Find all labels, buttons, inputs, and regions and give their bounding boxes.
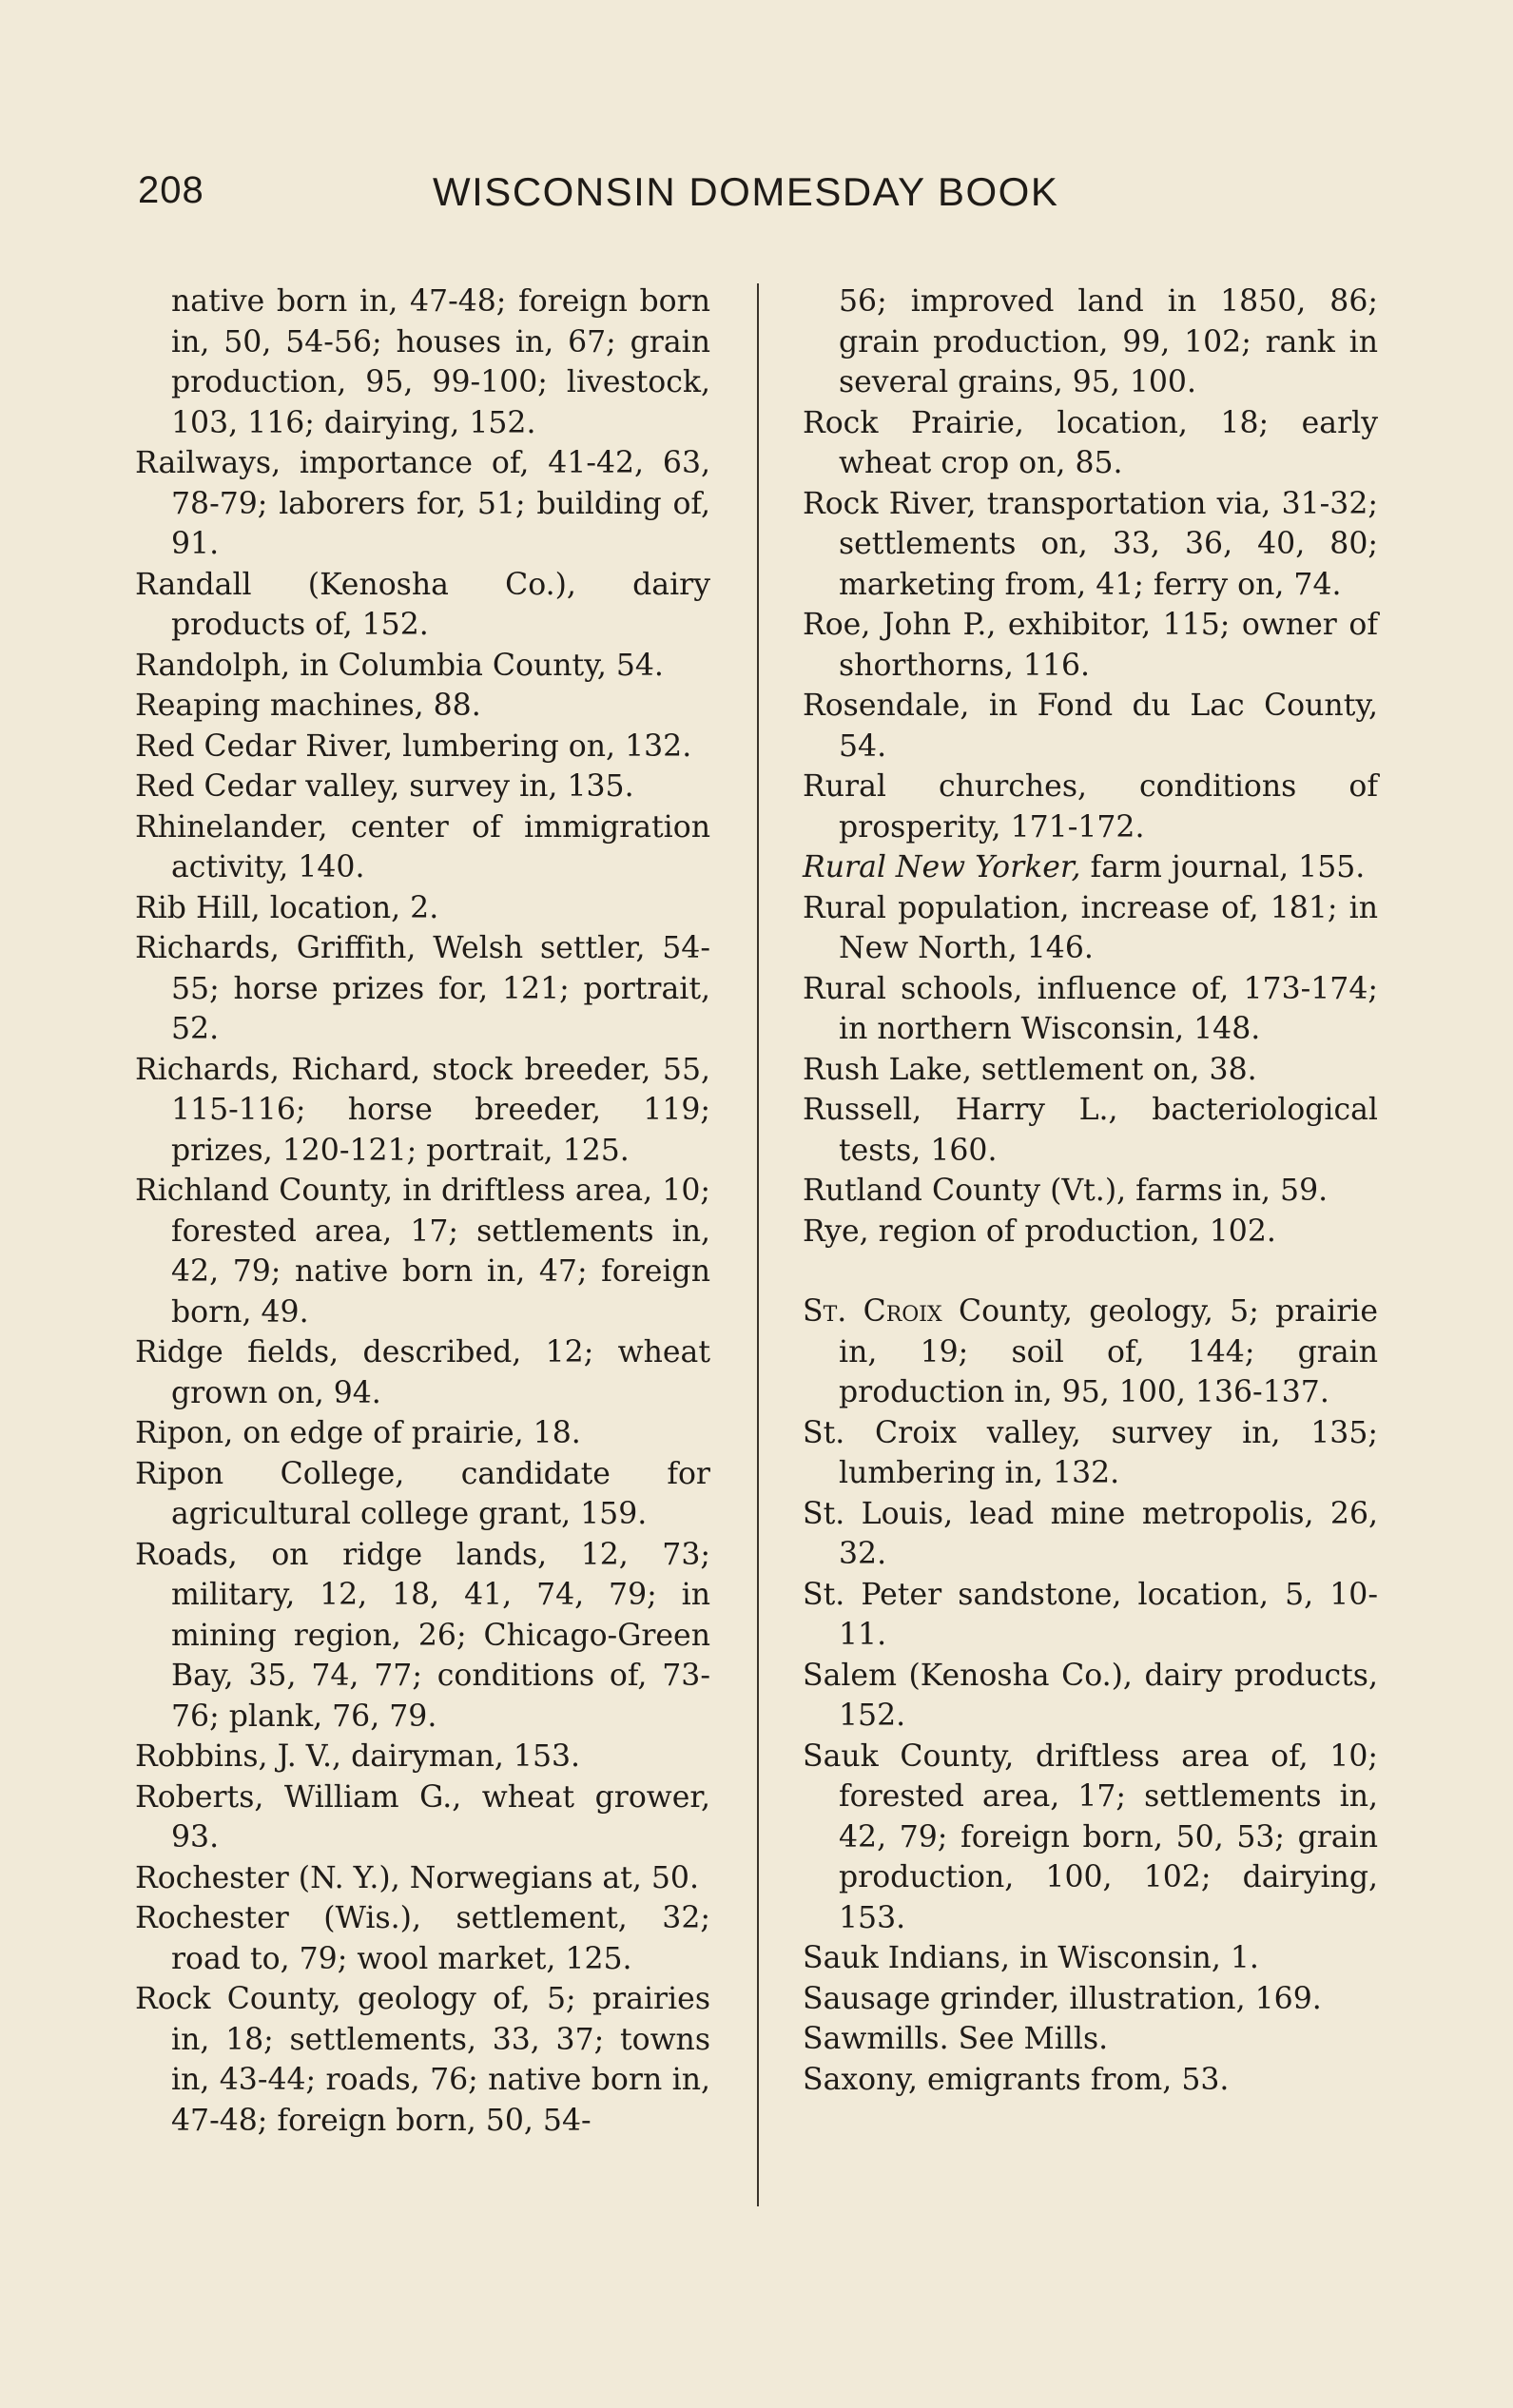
index-entry-text: Griffith, Welsh settler, 54-55; horse prizes for, 121; portrait, 52.: [171, 931, 710, 1046]
index-entry: [803, 1171, 1378, 1212]
index-entry: [803, 767, 1378, 847]
index-entry-heading: St.: [803, 1496, 845, 1531]
index-entry: [135, 1737, 710, 1777]
index-entry-text: 56; improved land in 1850, 86; grain production, 99, 102; rank in several grains, 95, 100.: [839, 284, 1378, 399]
index-entry-heading: Salem: [803, 1658, 897, 1693]
index-entry-text: Croix valley, survey in, 135; lumbering in, 132.: [839, 1415, 1378, 1490]
index-entry-heading: Richards,: [135, 931, 280, 965]
index-entry-heading: Red: [135, 769, 195, 804]
index-entry-heading: Sawmills.: [803, 2022, 949, 2056]
index-entry-heading: Rural New Yorker,: [803, 850, 1081, 884]
index-entry: [135, 686, 710, 727]
index-entry-text: County, geology, 5; prairie in, 19; soil of, 144; grain production in, 95, 100, 136-137.: [839, 1294, 1378, 1409]
index-entry: [135, 1171, 710, 1332]
index-entry-heading: Rock: [803, 405, 879, 440]
index-entry: [135, 1454, 710, 1535]
running-head: [138, 169, 1103, 226]
index-entry-heading: Richards,: [135, 1052, 280, 1087]
index-entry-heading: Randall: [135, 567, 252, 602]
index-entry-text: Indians, in Wisconsin, 1.: [878, 1941, 1259, 1975]
index-entry-text: (Wis.), settlement, 32; road to, 79; wool market, 125.: [171, 1901, 710, 1976]
index-entry-heading: Robbins,: [135, 1739, 268, 1774]
index-entry-heading: Rural: [803, 769, 886, 804]
index-entry-text: farm journal, 155.: [1080, 850, 1366, 884]
index-entry: [803, 847, 1378, 888]
index-entry-heading: Red: [135, 728, 195, 764]
index-entry-text: Hill, location, 2.: [185, 890, 439, 925]
index-entry: [803, 1656, 1378, 1737]
index-entry-heading: Sauk: [803, 1738, 879, 1774]
book-title: WISCONSIN DOMESDAY BOOK: [433, 169, 1059, 214]
index-entry: [135, 565, 710, 646]
index-entry-text: schools, influence of, 173-174; in northern Wisconsin, 148.: [839, 971, 1378, 1046]
index-entry: [135, 1858, 710, 1899]
index-entry-heading: Rochester: [135, 1860, 289, 1895]
index-entry-text: County, driftless area of, 10; forested area, 17; settlements in, 42, 79; foreign born, 50, 53; grain production, 100, 102; dairying, 153.: [839, 1738, 1378, 1935]
index-entry-text: on ridge lands, 12, 73; military, 12, 18, 41, 74, 79; in mining region, 26; Chicago-Green Bay, 35, 74, 77; conditions of, 73-76; plank, 76, 79.: [171, 1537, 710, 1734]
index-entry: [803, 1413, 1378, 1494]
index-entry-heading: Ripon: [135, 1456, 224, 1491]
index-entry: [135, 1332, 710, 1413]
index-entry: [135, 1413, 710, 1454]
index-entry-heading: Reaping: [135, 689, 261, 723]
index-entry-text: (N. Y.), Norwegians at, 50.: [288, 1860, 699, 1895]
index-entry-text: College, candidate for agricultural college grant, 159.: [171, 1456, 710, 1531]
index-entry-heading: Rutland: [803, 1174, 922, 1208]
index-entry-heading: St.: [803, 1415, 845, 1450]
index-entry: [135, 727, 710, 767]
index-entry-heading: Rock: [135, 1982, 211, 2016]
index-entry-heading: Rib: [135, 890, 186, 925]
index-entry: [135, 443, 710, 565]
index-entry-text: County, in driftless area, 10; forested area, 17; settlements in, 42, 79; native born in, 47; foreign born, 49.: [171, 1174, 710, 1330]
index-entry-text: population, increase of, 181; in New North, 146.: [839, 890, 1378, 965]
index-entry: [135, 807, 710, 888]
index-entry: [135, 1898, 710, 1979]
index-entry-heading: Saxony,: [803, 2062, 919, 2097]
index-entry: [803, 282, 1378, 403]
index-entry: [135, 888, 710, 929]
index-entry-heading: Rhinelander,: [135, 809, 328, 845]
index-entry: [803, 1737, 1378, 1939]
index-entry-heading: Sausage: [803, 1981, 931, 2016]
index-entry-text: Peter sandstone, location, 5, 10-11.: [839, 1577, 1378, 1652]
index-entry-heading: Railways,: [135, 446, 281, 480]
index-entry: [135, 767, 710, 807]
index-entry: [803, 969, 1378, 1050]
index-entry-heading: Roe,: [803, 608, 871, 642]
index-entry-text: machines, 88.: [260, 689, 481, 723]
index-entry-heading: St. Croix: [803, 1294, 942, 1329]
index-entry-heading: Roberts,: [135, 1779, 264, 1815]
index-entry: [135, 1979, 710, 2141]
index-entry-heading: Rye,: [803, 1214, 869, 1249]
index-entry-heading: Russell,: [803, 1093, 922, 1127]
index-entry-text: importance of, 41-42, 63, 78-79; laborers for, 51; building of, 91.: [171, 446, 710, 561]
index-entry-heading: Rural: [803, 971, 886, 1006]
index-entry: [803, 1979, 1378, 2020]
index-column-right: [803, 282, 1378, 2100]
index-entry-heading: Rochester: [135, 1901, 289, 1935]
index-entry-heading: Roads,: [135, 1537, 238, 1572]
index-entry: [135, 1777, 710, 1858]
index-entry-text: churches, conditions of prosperity, 171-172.: [839, 769, 1378, 845]
index-entry: [803, 1291, 1378, 1413]
index-entry: [803, 2060, 1378, 2101]
index-column-left: [135, 282, 710, 2141]
index-entry-text: Prairie, location, 18; early wheat crop on, 85.: [839, 405, 1378, 480]
index-entry-text: J. V., dairyman, 153.: [267, 1739, 581, 1774]
index-entry-text: Lake, settlement on, 38.: [879, 1052, 1257, 1087]
index-entry-text: center of immigration activity, 140.: [171, 809, 710, 884]
index-entry: [803, 1575, 1378, 1656]
index-entry: [803, 1494, 1378, 1575]
index-entry-text: in Columbia County, 54.: [290, 648, 664, 683]
index-entry: [135, 646, 710, 687]
index-entry: [803, 2019, 1378, 2060]
index-entry: [803, 1050, 1378, 1091]
index-entry: [135, 1050, 710, 1172]
index-entry: [803, 686, 1378, 767]
index-entry-text: County (Vt.), farms in, 59.: [921, 1174, 1329, 1208]
index-entry-heading: Randolph,: [135, 648, 291, 683]
index-entry-heading: Ripon,: [135, 1416, 234, 1450]
index-entry-heading: St.: [803, 1577, 845, 1612]
index-entry-text: John P., exhibitor, 115; owner of shorthorns, 116.: [839, 608, 1378, 683]
index-entry-text: native born in, 47-48; foreign born in, 50, 54-56; houses in, 67; grain production, 95, 99-100; livestock, 103, 116; dairying, 152.: [171, 284, 710, 440]
index-entry-text: William G., wheat grower, 93.: [171, 1779, 710, 1855]
index-entry: [803, 484, 1378, 606]
column-divider: [757, 283, 759, 2206]
index-entry-heading: Rosendale,: [803, 689, 970, 723]
index-entry-heading: Rock: [803, 486, 879, 521]
index-entry-heading: Richland: [135, 1174, 270, 1208]
index-entry-text: See Mills.: [948, 2022, 1109, 2056]
index-entry-text: fields, described, 12; wheat grown on, 94.: [171, 1335, 710, 1410]
index-entry: [803, 1938, 1378, 1979]
index-entry-text: (Kenosha Co.), dairy products of, 152.: [171, 567, 710, 642]
index-entry-text: Cedar valley, survey in, 135.: [194, 769, 634, 804]
index-entry-text: Richard, stock breeder, 55, 115-116; horse breeder, 119; prizes, 120-121; portrait, 125.: [171, 1052, 710, 1168]
index-entry: [803, 888, 1378, 969]
index-entry: [803, 1212, 1378, 1253]
index-entry-text: emigrants from, 53.: [918, 2062, 1230, 2097]
index-entry-text: County, geology of, 5; prairies in, 18; settlements, 33, 37; towns in, 43-44; roads, 76; native born in, 47-48; foreign born, 50, 54-: [171, 1982, 710, 2138]
index-entry: [135, 928, 710, 1050]
index-entry-heading: Rural: [803, 890, 886, 925]
page-number: 208: [138, 169, 204, 211]
index-entry-text: Louis, lead mine metropolis, 26, 32.: [839, 1496, 1378, 1571]
index-entry: [803, 403, 1378, 484]
index-entry-text: River, transportation via, 31-32; settlements on, 33, 36, 40, 80; marketing from, 41; ferry on, 74.: [839, 486, 1378, 602]
index-entry: [803, 1090, 1378, 1171]
index-entry-text: (Kenosha Co.), dairy products, 152.: [839, 1658, 1378, 1733]
index-entry-heading: Sauk: [803, 1941, 879, 1975]
index-entry-heading: Ridge: [135, 1335, 223, 1369]
index-entry-text: region of production, 102.: [868, 1214, 1276, 1249]
index-entry-text: in Fond du Lac County, 54.: [839, 689, 1378, 764]
index-entry: [135, 282, 710, 443]
index-entry-text: Harry L., bacteriological tests, 160.: [839, 1093, 1378, 1168]
index-entry-heading: Rush: [803, 1052, 880, 1087]
index-entry: [803, 605, 1378, 686]
index-entry-text: on edge of prairie, 18.: [233, 1416, 581, 1450]
index-entry-text: grinder, illustration, 169.: [930, 1981, 1322, 2016]
index-entry: [135, 1535, 710, 1738]
index-entry-text: Cedar River, lumbering on, 132.: [194, 728, 692, 764]
